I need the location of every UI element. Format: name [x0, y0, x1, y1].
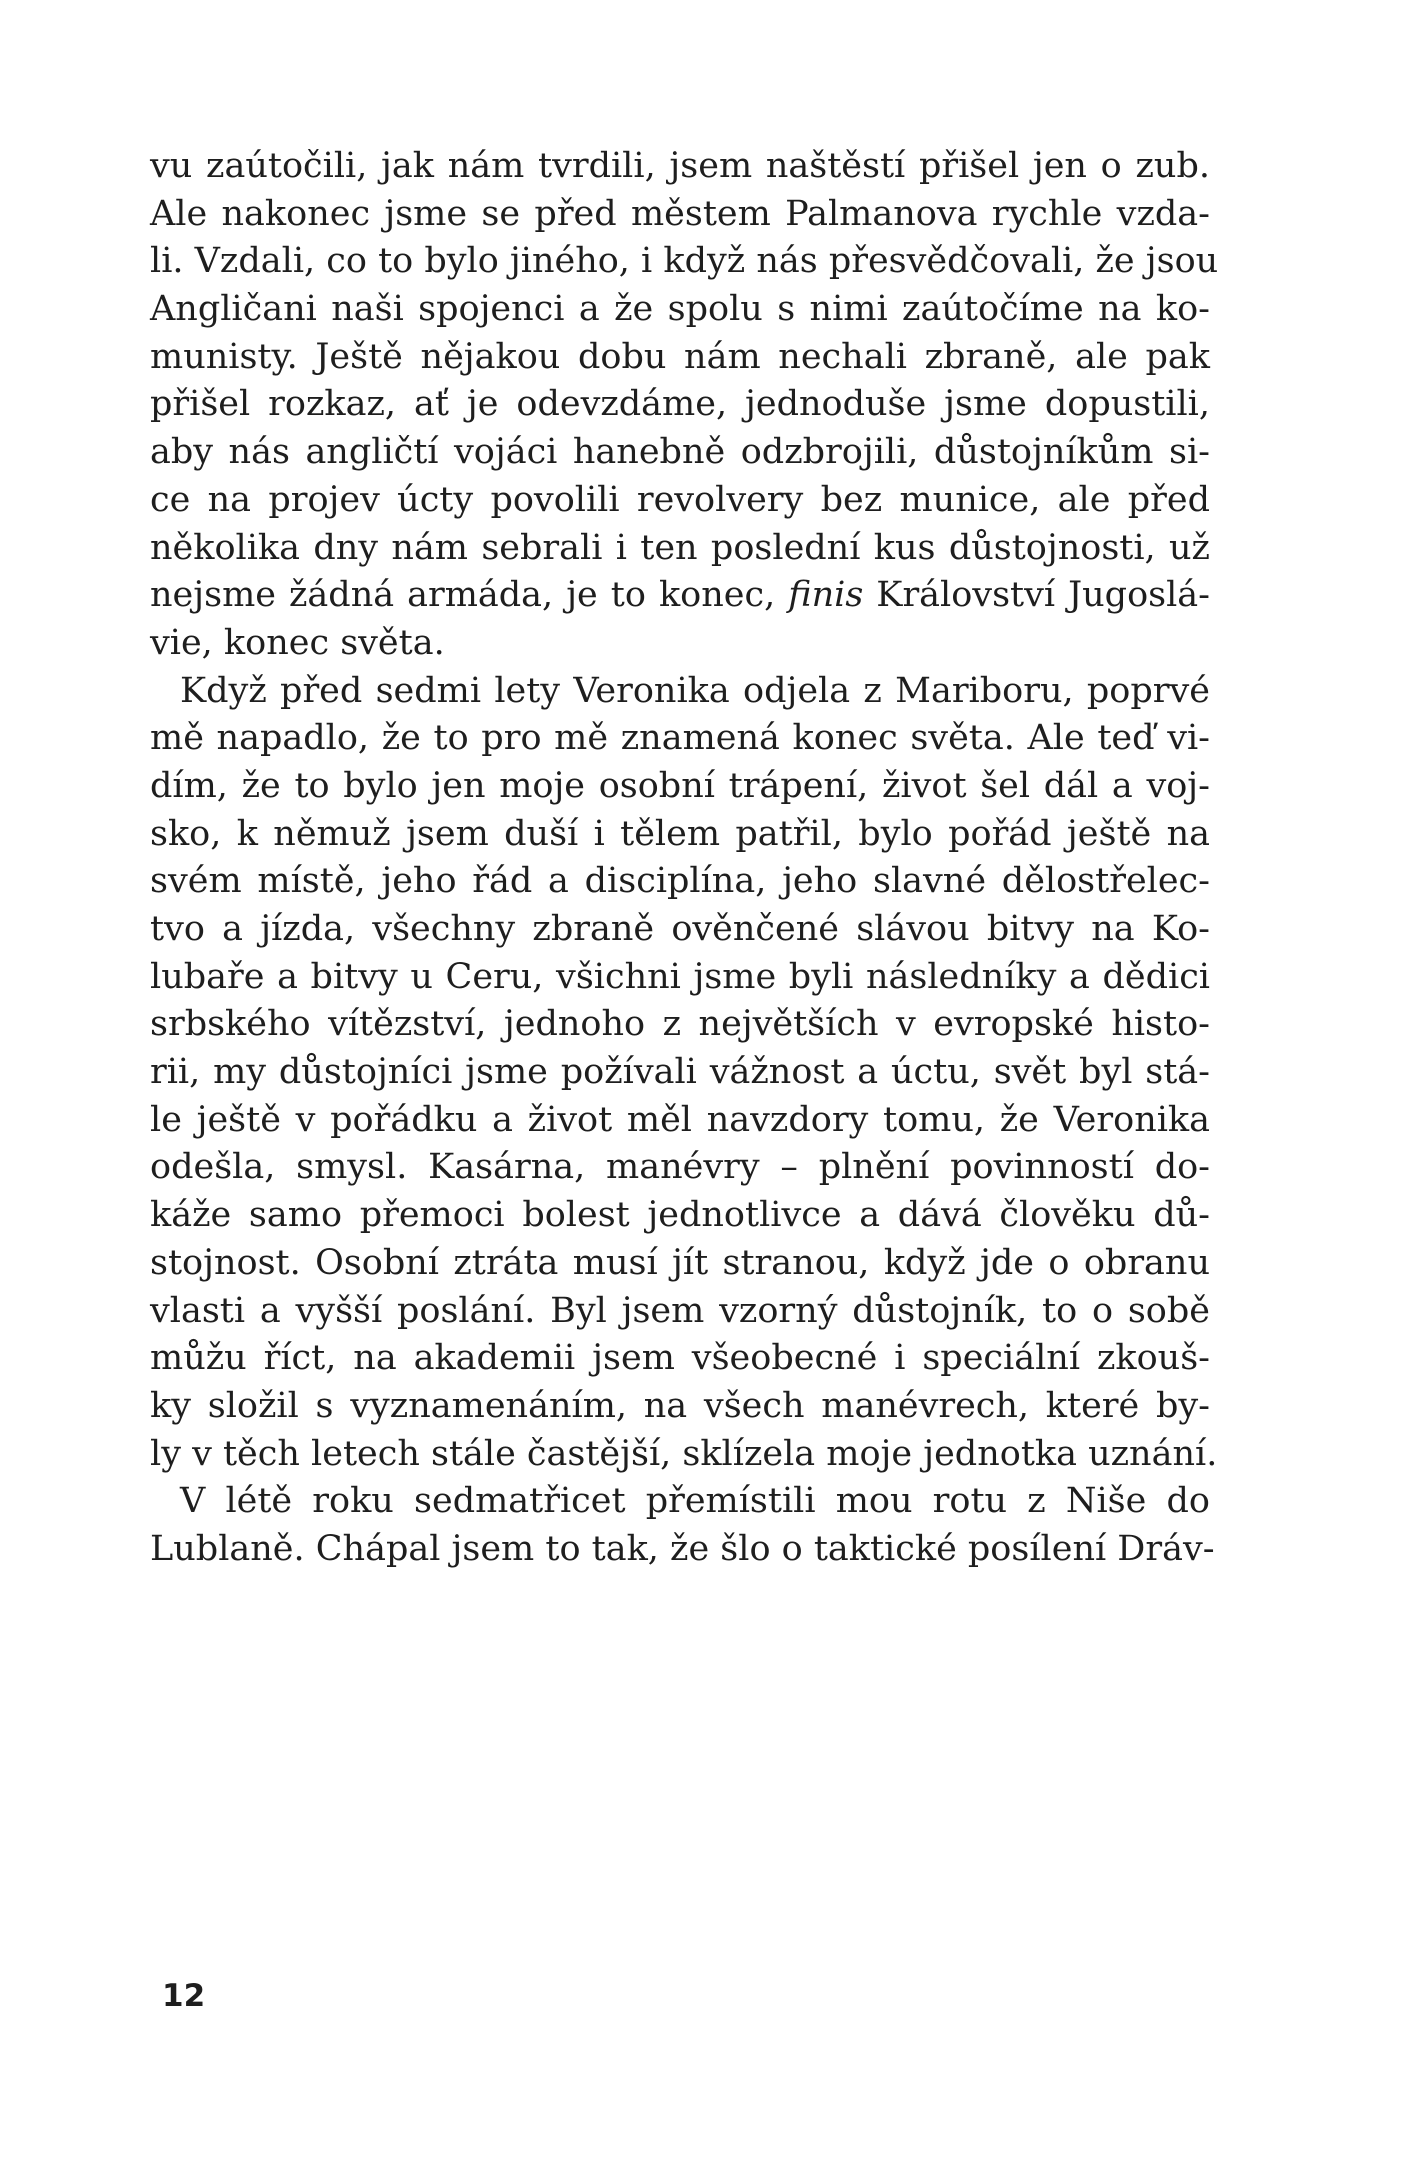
text-line: tvo a jízda, všechny zbraně ověnčené slávou bitvy na Ko-	[150, 909, 1210, 949]
text-line: vie, konec světa.	[150, 622, 445, 663]
paragraph	[150, 668, 1218, 1479]
text-line: několika dny nám sebrali i ten poslední kus důstojnosti, už	[150, 527, 1210, 568]
text-line: Lublaně. Chápal jsem to tak, že šlo o taktické posílení Dráv-	[150, 1528, 1215, 1569]
text-line: lubaře a bitvy u Ceru, všichni jsme byli následníky a dědici	[150, 956, 1210, 997]
text-line: V létě roku sedmatřicet přemístili mou rotu z Niše do	[180, 1481, 1210, 1522]
text-line: li. Vzdali, co to bylo jiného, i když nás přesvědčovali, že jsou	[150, 241, 1219, 282]
text-line	[150, 572, 1210, 620]
text-line: munisty. Ještě nějakou dobu nám nechali zbraně, ale pak	[150, 336, 1210, 377]
text-line: svém místě, jeho řád a disciplína, jeho slavné dělostřelec-	[150, 861, 1210, 902]
text-line: srbského vítězství, jednoho z největších v evropské histo-	[150, 1004, 1210, 1045]
text-line: ky složil s vyznamenáním, na všech manévrech, které by-	[150, 1385, 1210, 1426]
text-line: můžu říct, na akademii jsem všeobecné i speciální zkouš-	[150, 1338, 1210, 1379]
text-line: přišel rozkaz, ať je odevzdáme, jednoduše jsme dopustili,	[150, 384, 1210, 425]
text-line: rii, my důstojníci jsme požívali vážnost a úctu, svět byl stá-	[150, 1052, 1210, 1093]
text-line: sko, k němuž jsem duší i tělem patřil, bylo pořád ještě na	[150, 813, 1210, 854]
text-line: le ještě v pořádku a život měl navzdory tomu, že Veronika	[150, 1099, 1210, 1140]
text-line: aby nás angličtí vojáci hanebně odzbrojili, důstojníkům si-	[150, 432, 1210, 473]
text-segment: Království Jugoslá-	[863, 575, 1210, 616]
text-line: mě napadlo, že to pro mě znamená konec světa. Ale teď vi-	[150, 718, 1210, 759]
text-line: vu zaútočili, jak nám tvrdili, jsem naštěstí přišel jen o zub.	[150, 146, 1210, 186]
paragraph	[150, 143, 1219, 668]
italic-word: finis	[788, 575, 864, 616]
text-line: stojnost. Osobní ztráta musí jít stranou, když jde o obranu	[150, 1242, 1210, 1283]
text-line: odešla, smysl. Kasárna, manévry – plnění povinností do-	[150, 1147, 1210, 1188]
text-line: ly v těch letech stále častější, sklízela moje jednotka uznání.	[150, 1433, 1218, 1474]
paragraph	[150, 1478, 1215, 1573]
body-text	[150, 143, 1219, 1574]
text-line: Ale nakonec jsme se před městem Palmanova rychle vzda-	[150, 193, 1210, 234]
text-line: Když před sedmi lety Veronika odjela z Mariboru, poprvé	[180, 670, 1210, 711]
text-segment: nejsme žádná armáda, je to konec,	[150, 575, 789, 616]
text-line: dím, že to bylo jen moje osobní trápení, život šel dál a voj-	[150, 765, 1210, 806]
text-line: káže samo přemoci bolest jednotlivce a dává člověku dů-	[150, 1195, 1210, 1236]
text-line: vlasti a vyšší poslání. Byl jsem vzorný důstojník, to o sobě	[150, 1290, 1210, 1331]
text-line: Angličani naši spojenci a že spolu s nimi zaútočíme na ko-	[150, 289, 1210, 330]
page-number: 12	[162, 1978, 206, 2014]
text-line: ce na projev úcty povolili revolvery bez munice, ale před	[150, 479, 1210, 520]
